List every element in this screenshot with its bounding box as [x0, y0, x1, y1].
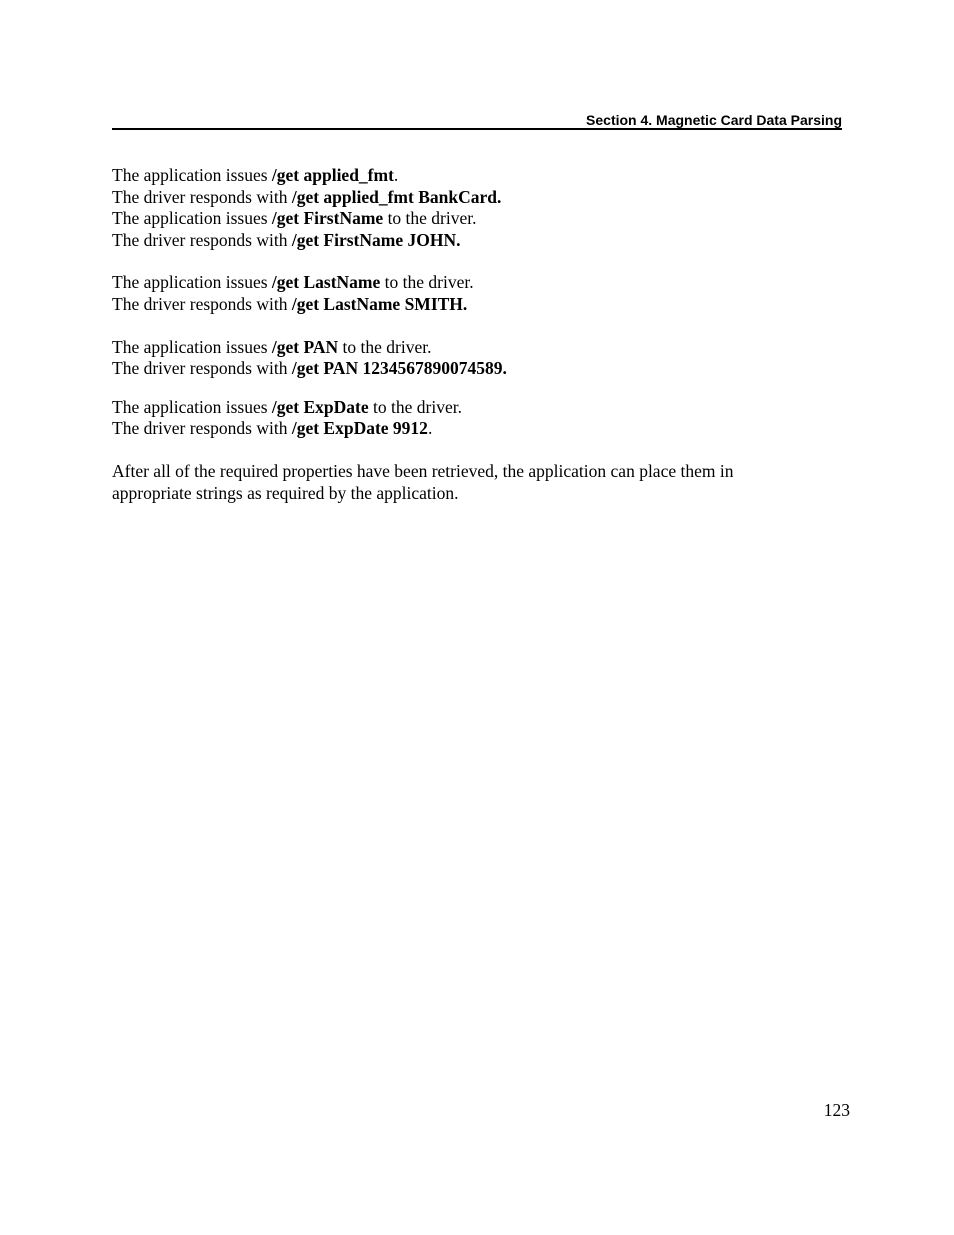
exchange-pan	[112, 337, 842, 380]
text: The application issues	[112, 165, 272, 185]
text: to the driver.	[380, 272, 474, 293]
text: to the driver.	[383, 208, 477, 229]
text: to the driver.	[338, 336, 432, 357]
exchange-applied-fmt	[112, 165, 842, 208]
response-line	[112, 418, 842, 440]
text: The driver responds with	[112, 358, 292, 379]
exchange-first-name	[112, 208, 842, 251]
header-rule	[112, 128, 842, 130]
response-line	[112, 230, 842, 252]
issue-line	[112, 165, 842, 187]
response-line	[112, 294, 842, 316]
text: The driver responds with	[112, 293, 292, 314]
command: /get FirstName	[271, 208, 384, 229]
exchange-exp-date	[112, 397, 842, 440]
text: The application issues	[112, 208, 272, 229]
issue-line	[112, 272, 842, 294]
closing-line-2: appropriate strings as required by the application.	[112, 482, 459, 503]
text: The application issues	[112, 396, 272, 417]
text: The application issues	[112, 272, 272, 293]
command: /get PAN 1234567890074589.	[291, 358, 507, 379]
text: to the driver.	[368, 396, 462, 417]
text: .	[393, 165, 399, 185]
command: /get ExpDate 9912	[291, 418, 428, 439]
issue-line	[112, 397, 842, 419]
command: /get LastName SMITH.	[291, 293, 468, 314]
command: /get applied_fmt	[271, 165, 394, 185]
command: /get applied_fmt BankCard.	[291, 186, 502, 207]
command: /get LastName	[271, 272, 381, 293]
response-line	[112, 187, 842, 209]
command: /get ExpDate	[271, 396, 369, 417]
text: The driver responds with	[112, 229, 292, 250]
issue-line	[112, 337, 842, 359]
page-number: 123	[823, 1100, 850, 1120]
exchange-last-name	[112, 272, 842, 315]
command: /get FirstName JOHN.	[291, 229, 461, 250]
body-text	[112, 165, 842, 504]
section-header: Section 4. Magnetic Card Data Parsing	[586, 112, 842, 128]
response-line	[112, 358, 842, 380]
text: .	[427, 418, 433, 439]
text: The driver responds with	[112, 186, 292, 207]
command: /get PAN	[271, 336, 339, 357]
text: The driver responds with	[112, 418, 292, 439]
closing-line-1: After all of the required properties have been retrieved, the application can place them in	[112, 460, 734, 481]
closing-paragraph	[112, 461, 842, 504]
issue-line	[112, 208, 842, 230]
text: The application issues	[112, 336, 272, 357]
